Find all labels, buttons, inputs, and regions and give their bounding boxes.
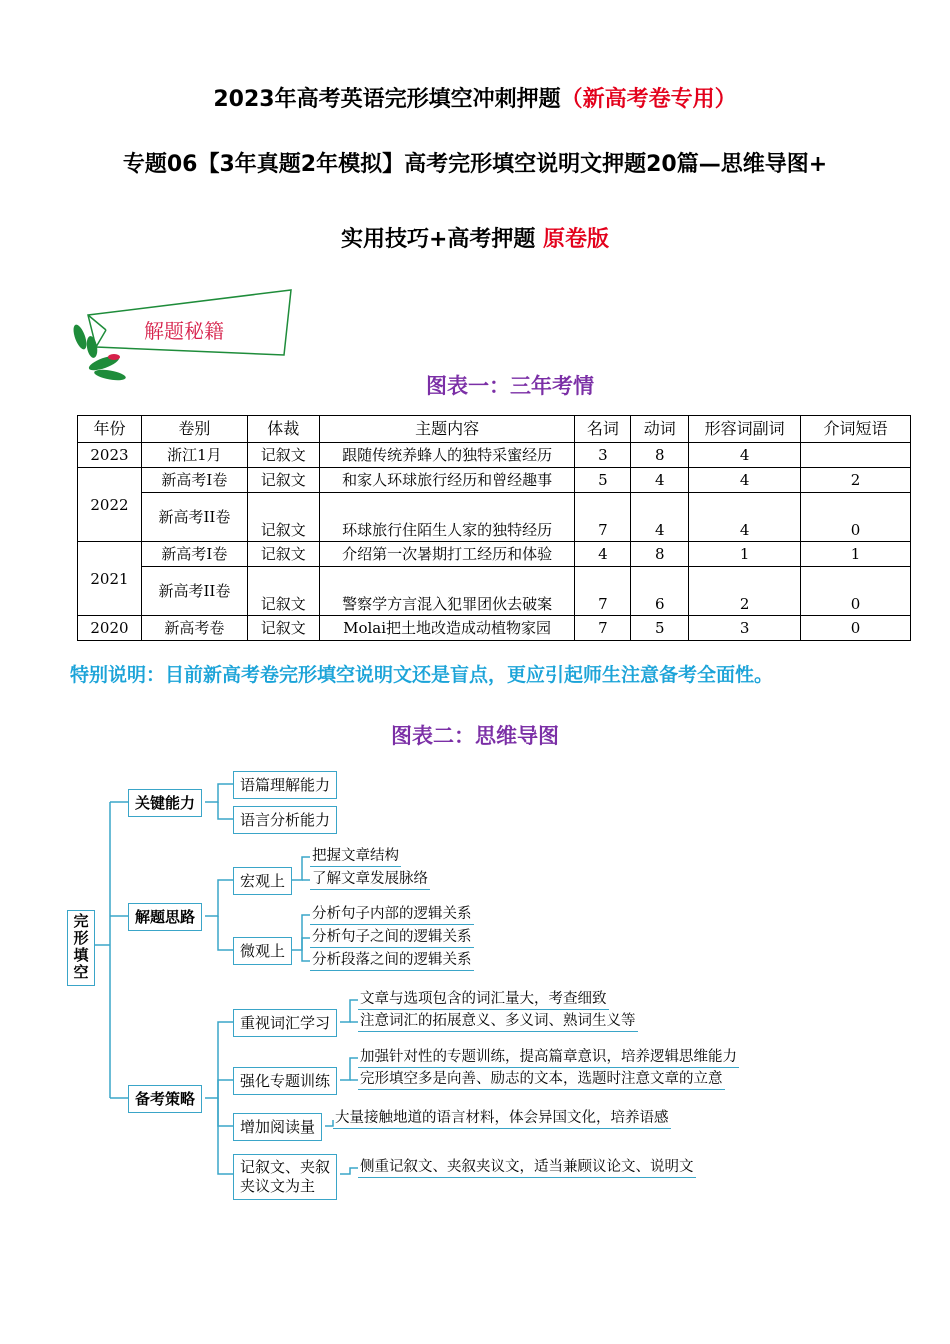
cell-prep: 2 xyxy=(801,468,911,493)
cell-paper: 新高考I卷 xyxy=(141,542,247,567)
leaf-item: 侧重记叙文、夹叙夹议文，适当兼顾议论文、说明文 xyxy=(358,1157,696,1178)
special-note: 特别说明：目前新高考卷完形填空说明文还是盲点，更应引起师生注意备考全面性。 xyxy=(70,664,774,686)
cell-genre: 记叙文 xyxy=(247,493,319,542)
node-genre xyxy=(233,1154,337,1200)
node-macro: 宏观上 xyxy=(233,867,292,895)
cell-paper: 新高考卷 xyxy=(141,616,247,641)
cell-genre: 记叙文 xyxy=(247,567,319,616)
leaf-item: 了解文章发展脉络 xyxy=(310,869,430,890)
cell-noun: 7 xyxy=(575,567,631,616)
cell-topic: 警察学方言混入犯罪团伙去破案 xyxy=(319,567,575,616)
branch-solving-approach: 解题思路 xyxy=(128,903,202,931)
leaf-item: 大量接触地道的语言材料，体会异国文化，培养语感 xyxy=(333,1108,671,1129)
cell-paper: 新高考II卷 xyxy=(141,567,247,616)
node-vocab: 重视词汇学习 xyxy=(233,1009,337,1037)
col-header: 年份 xyxy=(78,416,142,443)
leaf-item: 分析段落之间的逻辑关系 xyxy=(310,950,474,971)
cell-adj: 1 xyxy=(689,542,801,567)
cell-noun: 7 xyxy=(575,493,631,542)
col-header: 名词 xyxy=(575,416,631,443)
leaf-item: 完形填空多是向善、励志的文本，选题时注意文章的立意 xyxy=(358,1069,725,1090)
root-node: 完形填空 xyxy=(67,910,95,986)
cell-adj: 3 xyxy=(689,616,801,641)
cell-genre: 记叙文 xyxy=(247,616,319,641)
leaf-item: 注意词汇的拓展意义、多义词、熟词生义等 xyxy=(358,1011,638,1032)
cell-year: 2022 xyxy=(78,468,142,542)
cell-topic: 和家人环球旅行经历和曾经趣事 xyxy=(319,468,575,493)
badge-label: 解题秘籍 xyxy=(144,319,224,343)
cell-adj: 4 xyxy=(689,443,801,468)
col-header: 主题内容 xyxy=(319,416,575,443)
table-row xyxy=(78,493,911,542)
mind-map xyxy=(0,760,950,1210)
mindmap-connectors xyxy=(0,760,950,1210)
cell-prep: 0 xyxy=(801,493,911,542)
version-label: 原卷版 xyxy=(543,227,610,252)
node-language-ability: 语言分析能力 xyxy=(233,806,337,834)
leaf-item: 加强针对性的专题训练，提高篇章意识，培养逻辑思维能力 xyxy=(358,1047,739,1068)
table-header-row xyxy=(78,416,911,443)
col-header: 体裁 xyxy=(247,416,319,443)
node-micro: 微观上 xyxy=(233,937,292,965)
node-training: 强化专题训练 xyxy=(233,1067,337,1095)
cell-prep: 0 xyxy=(801,567,911,616)
branch-prep-strategy: 备考策略 xyxy=(128,1085,202,1113)
cell-prep: 1 xyxy=(801,542,911,567)
cell-genre: 记叙文 xyxy=(247,542,319,567)
doc-title-line1 xyxy=(0,86,950,114)
table-row xyxy=(78,567,911,616)
node-discourse-ability: 语篇理解能力 xyxy=(233,771,337,799)
cell-year: 2021 xyxy=(78,542,142,616)
cell-noun: 5 xyxy=(575,468,631,493)
col-header: 动词 xyxy=(631,416,689,443)
leaf-item: 分析句子之间的逻辑关系 xyxy=(310,927,474,948)
node-genre-line1: 记叙文、夹叙 xyxy=(240,1158,331,1176)
cell-verb: 4 xyxy=(631,468,689,493)
cell-verb: 6 xyxy=(631,567,689,616)
col-header: 卷别 xyxy=(141,416,247,443)
cell-topic: 环球旅行住陌生人家的独特经历 xyxy=(319,493,575,542)
table-section-title: 图表一：三年考情 xyxy=(426,374,594,398)
cell-verb: 4 xyxy=(631,493,689,542)
title-sub: 实用技巧+高考押题 xyxy=(340,227,536,252)
cell-prep: 0 xyxy=(801,616,911,641)
cell-adj: 2 xyxy=(689,567,801,616)
title-tag: （新高考卷专用） xyxy=(560,87,737,112)
cell-year: 2020 xyxy=(78,616,142,641)
mindmap-section-title: 图表二：思维导图 xyxy=(391,724,559,748)
cell-verb: 8 xyxy=(631,542,689,567)
cell-year: 2023 xyxy=(78,443,142,468)
cell-paper: 新高考II卷 xyxy=(141,493,247,542)
cell-noun: 3 xyxy=(575,443,631,468)
cell-noun: 7 xyxy=(575,616,631,641)
cell-genre: 记叙文 xyxy=(247,468,319,493)
cell-topic: 介绍第一次暑期打工经历和体验 xyxy=(319,542,575,567)
cell-prep xyxy=(801,443,911,468)
doc-title-line3 xyxy=(0,226,950,254)
cell-verb: 5 xyxy=(631,616,689,641)
doc-title-line2: 专题06【3年真题2年模拟】高考完形填空说明文押题20篇—思维导图+ xyxy=(122,152,828,177)
cell-noun: 4 xyxy=(575,542,631,567)
col-header: 介词短语 xyxy=(801,416,911,443)
leaf-item: 把握文章结构 xyxy=(310,846,401,867)
leaf-item: 文章与选项包含的词汇量大，考查细致 xyxy=(358,989,609,1010)
cell-genre: 记叙文 xyxy=(247,443,319,468)
table-row xyxy=(78,468,911,493)
exam-stats-table xyxy=(77,415,911,641)
cell-paper: 新高考I卷 xyxy=(141,468,247,493)
cell-paper: 浙江1月 xyxy=(141,443,247,468)
cell-adj: 4 xyxy=(689,493,801,542)
col-header: 形容词副词 xyxy=(689,416,801,443)
cell-adj: 4 xyxy=(689,468,801,493)
branch-key-ability: 关键能力 xyxy=(128,789,202,817)
table-row xyxy=(78,443,911,468)
cell-topic: 跟随传统养蜂人的独特采蜜经历 xyxy=(319,443,575,468)
node-reading: 增加阅读量 xyxy=(233,1113,322,1141)
cell-topic: Molai把土地改造成动植物家园 xyxy=(319,616,575,641)
node-genre-line2: 夹议文为主 xyxy=(240,1177,316,1195)
table-row xyxy=(78,616,911,641)
title-main: 2023年高考英语完形填空冲刺押题 xyxy=(213,87,561,112)
leaf-item: 分析句子内部的逻辑关系 xyxy=(310,904,474,925)
cell-verb: 8 xyxy=(631,443,689,468)
table-row xyxy=(78,542,911,567)
